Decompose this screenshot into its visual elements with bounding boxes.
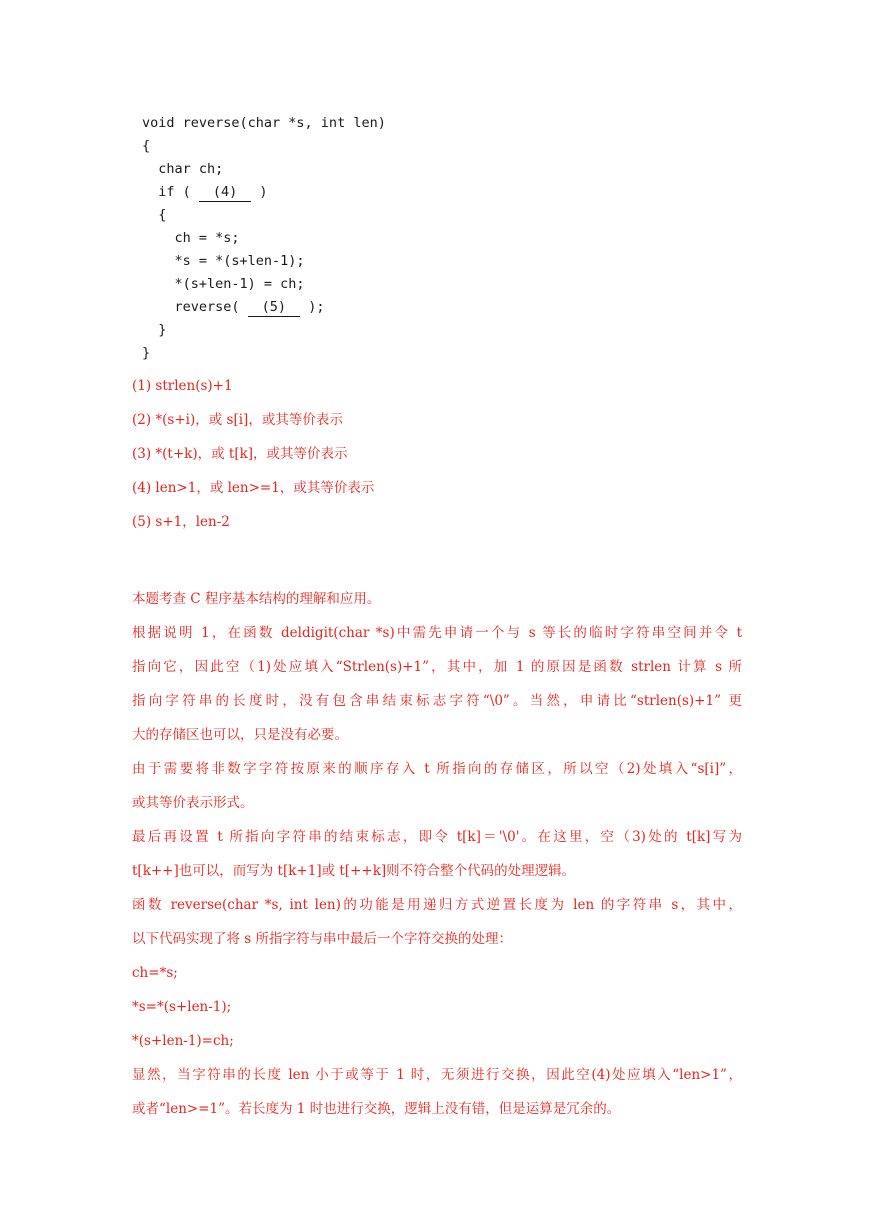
code-line: }: [142, 322, 167, 338]
code-text: );: [300, 299, 325, 315]
answer-item: (5) s+1，len-2: [132, 514, 230, 530]
code-text: reverse(: [142, 299, 248, 315]
explanation-line: 或其等价表示形式。: [132, 795, 254, 811]
code-line: char ch;: [142, 161, 224, 177]
explanation-code-line: ch=*s;: [132, 965, 178, 981]
explanation-line: 指向它，因此空（1)处应填入“Strlen(s)+1”，其中，加 1 的原因是函数 strlen 计算 s 所: [132, 659, 742, 675]
explanation-line: 大的存储区也可以，只是没有必要。: [132, 727, 348, 743]
explanation-line: t[k++]也可以，而写为 t[k+1]或 t[++k]则不符合整个代码的处理逻辑。: [132, 863, 576, 879]
explanation-line: 显然，当字符串的长度 len 小于或等于 1 时，无须进行交换，因此空(4)处应填入“len>1”，: [132, 1067, 742, 1083]
explanation-line: 根据说明 1，在函数 deldigit(char *s)中需先申请一个与 s 等长的临时字符串空间并令 t: [132, 625, 742, 641]
explanation-line: 或者“len>=1”。若长度为 1 时也进行交换，逻辑上没有错，但是运算是冗余的。: [132, 1101, 621, 1117]
answer-item: (2) *(s+i)，或 s[i]，或其等价表示: [132, 412, 343, 428]
explanation-line: 由于需要将非数字字符按原来的顺序存入 t 所指向的存储区，所以空（2)处填入“s[i]”，: [132, 761, 742, 777]
explanation-code-line: *s=*(s+len-1);: [132, 999, 232, 1015]
explanation-line: 指向字符串的长度时，没有包含串结束标志字符“\0”。当然，申请比“strlen(s)+1” 更: [132, 693, 742, 709]
code-line: {: [142, 207, 167, 223]
code-line-reverse: [142, 296, 442, 319]
explanation-code-line: *(s+len-1)=ch;: [132, 1033, 234, 1049]
code-line-if: [142, 181, 442, 204]
code-text: ): [251, 184, 268, 200]
explanation-line: 函数 reverse(char *s, int len)的功能是用递归方式逆置长度为 len 的字符串 s，其中，: [132, 897, 742, 913]
code-line: {: [142, 138, 151, 154]
code-line: *(s+len-1) = ch;: [142, 276, 305, 292]
fill-in-blank-5: (5): [248, 298, 300, 317]
answer-item: (3) *(t+k)，或 t[k]，或其等价表示: [132, 446, 348, 462]
code-snippet: [142, 112, 442, 365]
code-line: ch = *s;: [142, 230, 240, 246]
answer-list: [132, 369, 742, 539]
answer-item: (4) len>1，或 len>=1，或其等价表示: [132, 480, 375, 496]
answer-item: (1) strlen(s)+1: [132, 378, 233, 394]
explanation-line: 最后再设置 t 所指向字符串的结束标志，即令 t[k]＝'\0'。在这里，空（3)处的 t[k]写为: [132, 829, 742, 845]
fill-in-blank-4: (4): [199, 183, 251, 202]
code-line: *s = *(s+len-1);: [142, 253, 305, 269]
explanation-section: [132, 582, 742, 1126]
explanation-line: 本题考查 C 程序基本结构的理解和应用。: [132, 591, 381, 607]
code-line: }: [142, 345, 151, 361]
code-text: if (: [142, 184, 199, 200]
code-line: void reverse(char *s, int len): [142, 115, 386, 131]
explanation-line: 以下代码实现了将 s 所指字符与串中最后一个字符交换的处理：: [132, 931, 513, 947]
